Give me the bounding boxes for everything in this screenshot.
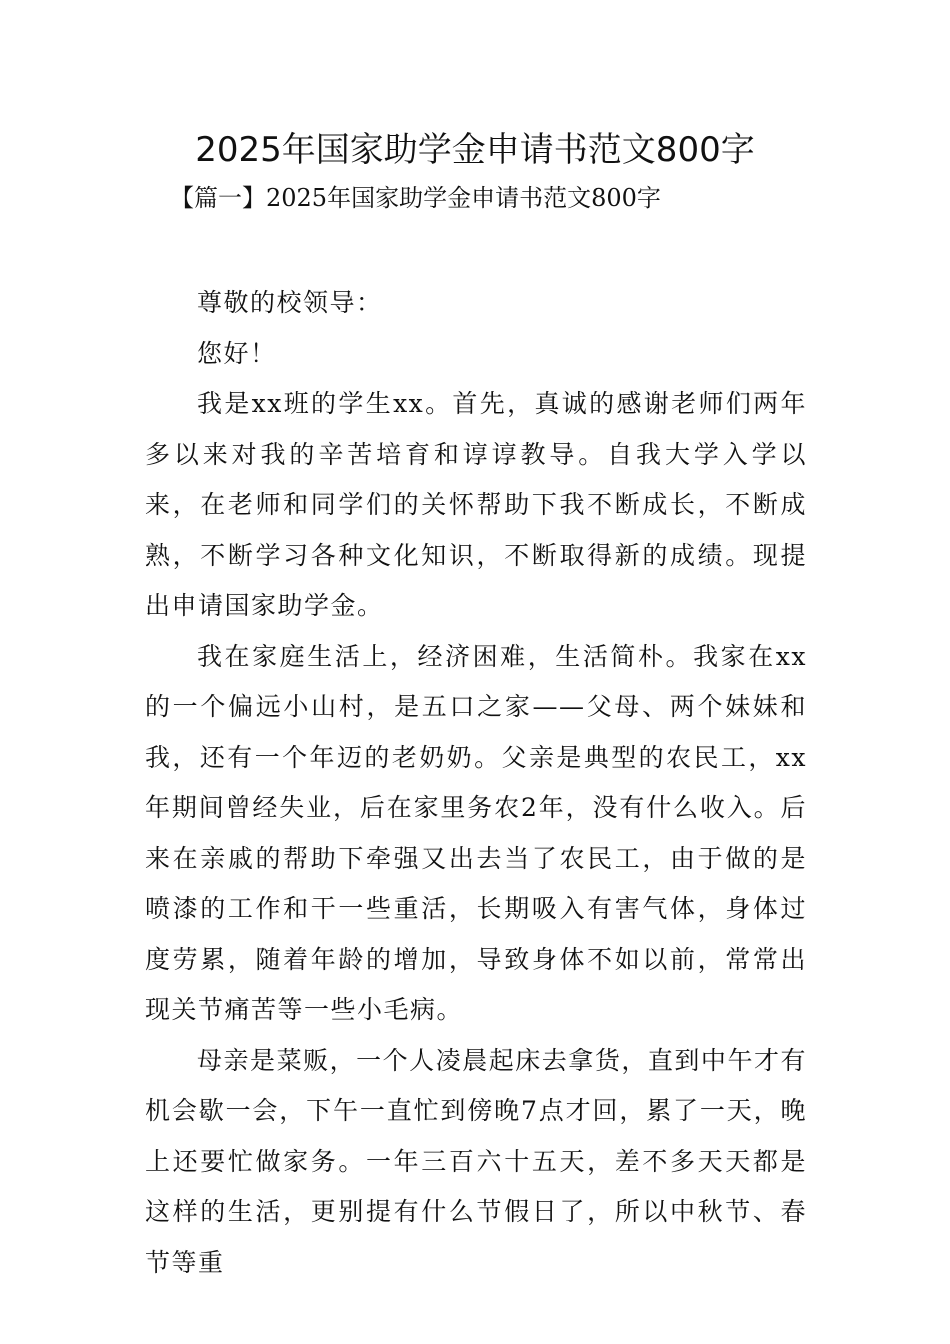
document-title: 2025年国家助学金申请书范文800字 [195,130,755,170]
document-body [145,278,807,1288]
paragraph: 我是xx班的学生xx。首先，真诚的感谢老师们两年多以来对我的辛苦培育和谆谆教导。自我大学入学以来，在老师和同学们的关怀帮助下我不断成长，不断成熟，不断学习各种文化知识，不断取得新的成绩。现提出申请国家助学金。 [145,389,807,620]
document-subtitle: 【篇一】2025年国家助学金申请书范文800字 [170,184,661,212]
salutation: 尊敬的校领导： [197,288,383,317]
greeting: 您好！ [197,338,277,368]
paragraph: 母亲是菜贩，一个人凌晨起床去拿货，直到中午才有机会歇一会，下午一直忙到傍晚7点才回，累了一天，晚上还要忙做家务。一年三百六十五天，差不多天天都是这样的生活，更别提有什么节假日了，所以中秋节、春节等重 [145,1045,807,1277]
paragraph: 我在家庭生活上，经济困难，生活简朴。我家在xx的一个偏远小山村，是五口之家——父母、两个妹妹和我，还有一个年迈的老奶奶。父亲是典型的农民工，xx年期间曾经失业，后在家里务农2年，没有什么收入。后来在亲戚的帮助下牵强又出去当了农民工，由于做的是喷漆的工作和干一些重活，长期吸入有害气体，身体过度劳累，随着年龄的增加，导致身体不如以前，常常出现关节痛苦等一些小毛病。 [145,641,807,1024]
